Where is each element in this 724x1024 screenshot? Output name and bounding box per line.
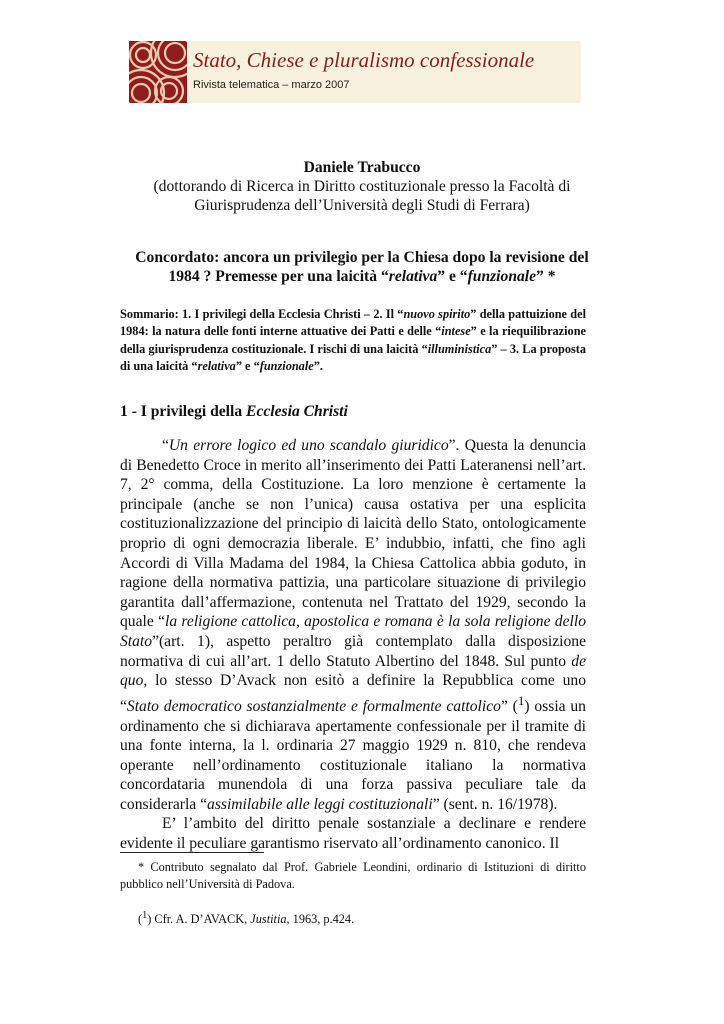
title-line1: Concordato: ancora un privilegio per la Chiesa dopo la revisione del [135,249,589,266]
article-title [110,248,614,286]
title-line2: 1984 ? Premesse per una laicità “relativa” e “funzionale” * [168,268,556,285]
footnote-star: * Contributo segnalato dal Prof. Gabriele Leondini, ordinario di Istituzioni di diritto pubblico nell’Università di Padova. [120,860,586,891]
journal-header [129,41,581,103]
section-heading: 1 - I privilegi della Ecclesia Christi [120,403,348,420]
footnote-1: ($^1$) Cfr. A. D’AVACK, Justitia, 1963, p.424. [138,910,355,927]
paragraph-1: “Un errore logico ed uno scandalo giuridico”. Questa la denuncia di Benedetto Croce in merito all’inserimento dei Patti Lateranensi nell’art. 7, 2° comma, della Costituzione. La loro menzione è certamente la principale (anche se non l’unica) causa ostativa per una esplicita costituzionalizzazione del principio di laicità dello Stato, ontologicamente proprio di ogni democrazia liberale. E’ indubbio, infatti, che fino agli Accordi di Villa Madama del 1984, la Chiesa Cattolica abbia goduto, in ragione della normativa pattizia, una particolare situazione di privilegio garantita dall’affermazione, contenuta nel Trattato del 1929, secondo la quale “la religione cattolica, apostolica e romana è la sola religione dello Stato”(art. 1), aspetto peraltro già contemplato dalla disposizione normativa di cui all’art. 1 dello Statuto Albertino del 1848. Sul punto de quo, lo stesso D’Avack non esitò a definire la Repubblica come uno “Stato democratico sostanzialmente e formalmente cattolico” ($^1$) ossia un ordinamento che si dichiarava apertamente confessionale per il tramite di una fonte interna, la l. ordinaria 27 maggio 1929 n. 810, che rendeva operante nell’ordinamento costituzionale italiano la normativa concordataria munendola di una forza passiva peculiare tale da considerarla “assimilabile alle leggi costituzionali” (sent. n. 16/1978). [120,437,586,813]
footnote-ref-1[interactable]: 1 [517,692,525,708]
footnote-separator [120,852,264,853]
paragraph-2: E’ l’ambito del diritto penale sostanziale a declinare e rendere evidente il peculiare garantismo riservato all’ordinamento canonico. Il [120,815,586,853]
author-block [110,158,614,215]
body-text [120,436,586,854]
author-affiliation-line1: (dottorando di Ricerca in Diritto costituzionale presso la Facoltà di [153,178,571,195]
journal-title: Stato, Chiese e pluralismo confessionale [193,48,535,72]
author-name: Daniele Trabucco [303,159,421,176]
journal-logo [129,41,187,103]
journal-subtitle: Rivista telematica – marzo 2007 [193,79,350,91]
summary: Sommario: 1. I privilegi della Ecclesia Christi – 2. Il “nuovo spirito” della pattuizione del 1984: la natura delle fonti interne attuative dei Patti e delle “intese” e la riequilibrazione della giurisprudenza costituzionale. I rischi di una laicità “illuministica” – 3. La proposta di una laicità “relativa” e “funzionale”. [120,307,586,374]
author-affiliation-line2: Giurisprudenza dell’Università degli Studi di Ferrara) [194,197,530,214]
